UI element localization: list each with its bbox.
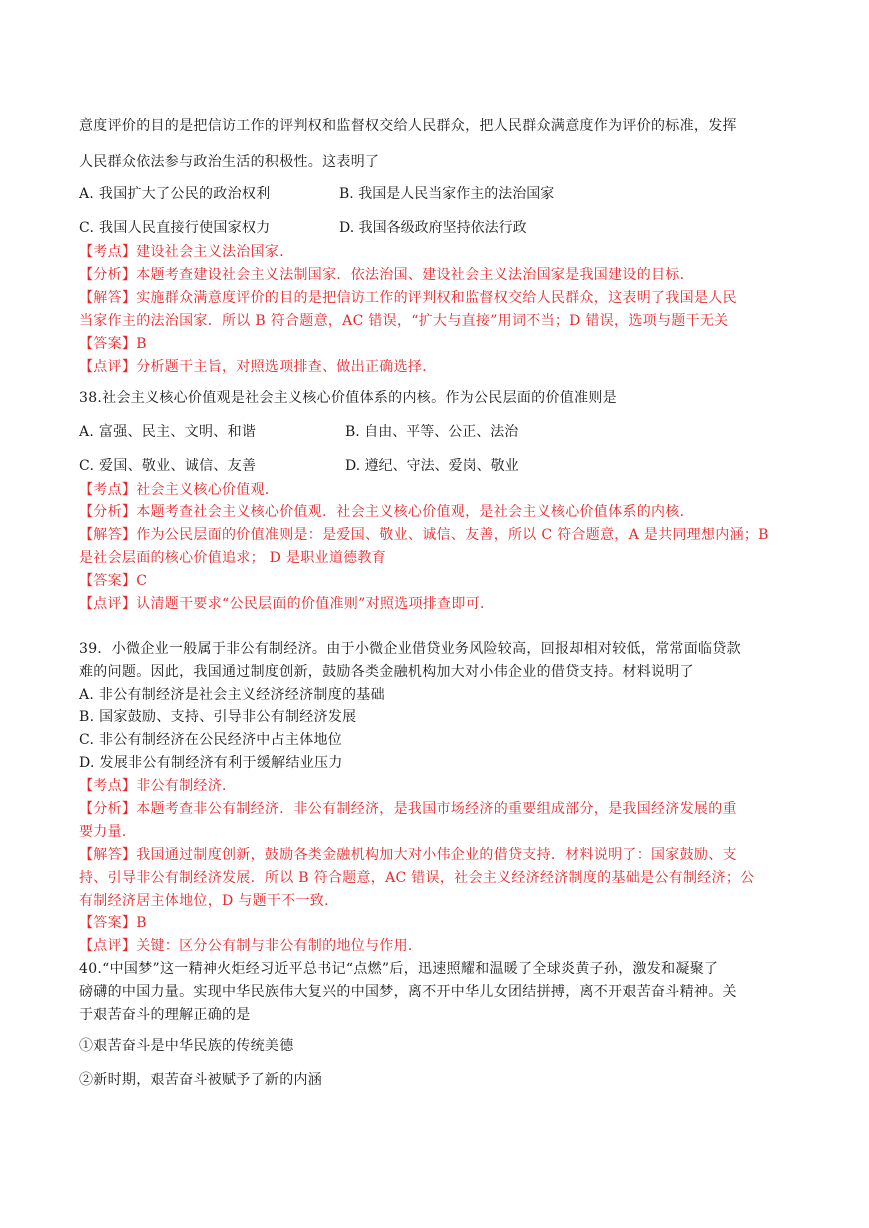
q37-jieda: 【解答】实施群众满意度评价的目的是把信访工作的评判权和监督权交给人民群众，这表明了我国是人民 <box>79 290 737 306</box>
q39-option-c: C. 非公有制经济在公民经济中占主体地位 <box>79 732 343 748</box>
q39-option-a: A. 非公有制经济是社会主义经济经济制度的基础 <box>79 687 385 703</box>
q39-fenxi: 【分析】本题考查非公有制经济．非公有制经济，是我国市场经济的重要组成部分，是我国经济发展的重 <box>79 801 737 817</box>
q38-option-b: B. 自由、平等、公正、法治 <box>345 424 519 440</box>
q39-jieda: 持、引导非公有制经济发展．所以 B 符合题意，AC 错误，社会主义经济经济制度的基础是公有制经济；公 <box>79 870 755 886</box>
q38-stem: 38.社会主义核心价值观是社会主义核心价值体系的内核。作为公民层面的价值准则是 <box>79 390 617 406</box>
q37-option-b: B. 我国是人民当家作主的法治国家 <box>339 186 555 202</box>
q37-answer: 【答案】B <box>79 336 147 352</box>
q39-stem: 难的问题。因此，我国通过制度创新，鼓励各类金融机构加大对小伟企业的借贷支持。材料说明了 <box>79 664 694 680</box>
q37-stem-line: 人民群众依法参与政治生活的积极性。这表明了 <box>79 154 380 170</box>
q40-item-2: ②新时期，艰苦奋斗被赋予了新的内涵 <box>79 1072 323 1088</box>
q37-option-d: D. 我国各级政府坚持依法行政 <box>339 220 527 236</box>
q37-kaodian: 【考点】建设社会主义法治国家． <box>79 244 294 260</box>
q37-fenxi: 【分析】本题考查建设社会主义法制国家．依法治国、建设社会主义法治国家是我国建设的目标． <box>79 267 694 283</box>
q38-kaodian: 【考点】社会主义核心价值观． <box>79 482 280 498</box>
q37-option-a: A. 我国扩大了公民的政治权利 <box>79 186 271 202</box>
q40-stem: 40.“中国梦”这一精神火炬经习近平总书记“点燃”后，迅速照耀和温暖了全球炎黄子孙，激发和凝聚了 <box>79 961 719 977</box>
q37-stem-line: 意度评价的目的是把信访工作的评判权和监督权交给人民群众，把人民群众满意度作为评价的标准，发挥 <box>79 118 737 134</box>
q37-option-c: C. 我国人民直接行使国家权力 <box>79 220 271 236</box>
q39-jieda: 有制经济居主体地位，D 与题干不一致． <box>79 893 339 909</box>
q40-stem: 于艰苦奋斗的理解正确的是 <box>79 1007 251 1023</box>
q38-comment: 【点评】认清题干要求“公民层面的价值准则”对照选项排查即可． <box>79 596 495 612</box>
q38-option-c: C. 爱国、敬业、诚信、友善 <box>79 458 257 474</box>
q38-option-a: A. 富强、民主、文明、和谐 <box>79 424 257 440</box>
q38-jieda: 【解答】作为公民层面的价值准则是：是爱国、敬业、诚信、友善，所以 C 符合题意，A 是共同理想内涵；B <box>79 527 769 543</box>
q39-comment: 【点评】关键：区分公有制与非公有制的地位与作用． <box>79 938 423 954</box>
q39-kaodian: 【考点】非公有制经济． <box>79 778 237 794</box>
q38-jieda: 是社会层面的核心价值追求； D 是职业道德教育 <box>79 550 387 566</box>
q39-jieda: 【解答】我国通过制度创新，鼓励各类金融机构加大对小伟企业的借贷支持．材料说明了：国家鼓励、支 <box>79 847 737 863</box>
q37-comment: 【点评】分析题干主旨，对照选项排查、做出正确选择． <box>79 359 437 375</box>
q38-fenxi: 【分析】本题考查社会主义核心价值观．社会主义核心价值观，是社会主义核心价值体系的内核． <box>79 504 694 520</box>
q40-item-1: ①艰苦奋斗是中华民族的传统美德 <box>79 1038 294 1054</box>
q40-stem: 磅礴的中国力量。实现中华民族伟大复兴的中国梦，离不开中华儿女团结拼搏，离不开艰苦奋斗精神。关 <box>79 984 737 1000</box>
q39-option-d: D. 发展非公有制经济有利于缓解结业压力 <box>79 755 343 771</box>
q39-fenxi: 要力量． <box>79 824 137 840</box>
q38-option-d: D. 遵纪、守法、爱岗、敬业 <box>345 458 519 474</box>
q37-jieda: 当家作主的法治国家．所以 B 符合题意，AC 错误，“扩大与直接”用词不当；D 错误，选项与题干无关 <box>79 313 729 329</box>
q39-answer: 【答案】B <box>79 915 147 931</box>
q38-answer: 【答案】C <box>79 573 148 589</box>
q39-option-b: B. 国家鼓励、支持、引导非公有制经济发展 <box>79 709 357 725</box>
q39-stem: 39．小微企业一般属于非公有制经济。由于小微企业借贷业务风险较高，回报却相对较低，常常面临贷款 <box>79 641 741 657</box>
